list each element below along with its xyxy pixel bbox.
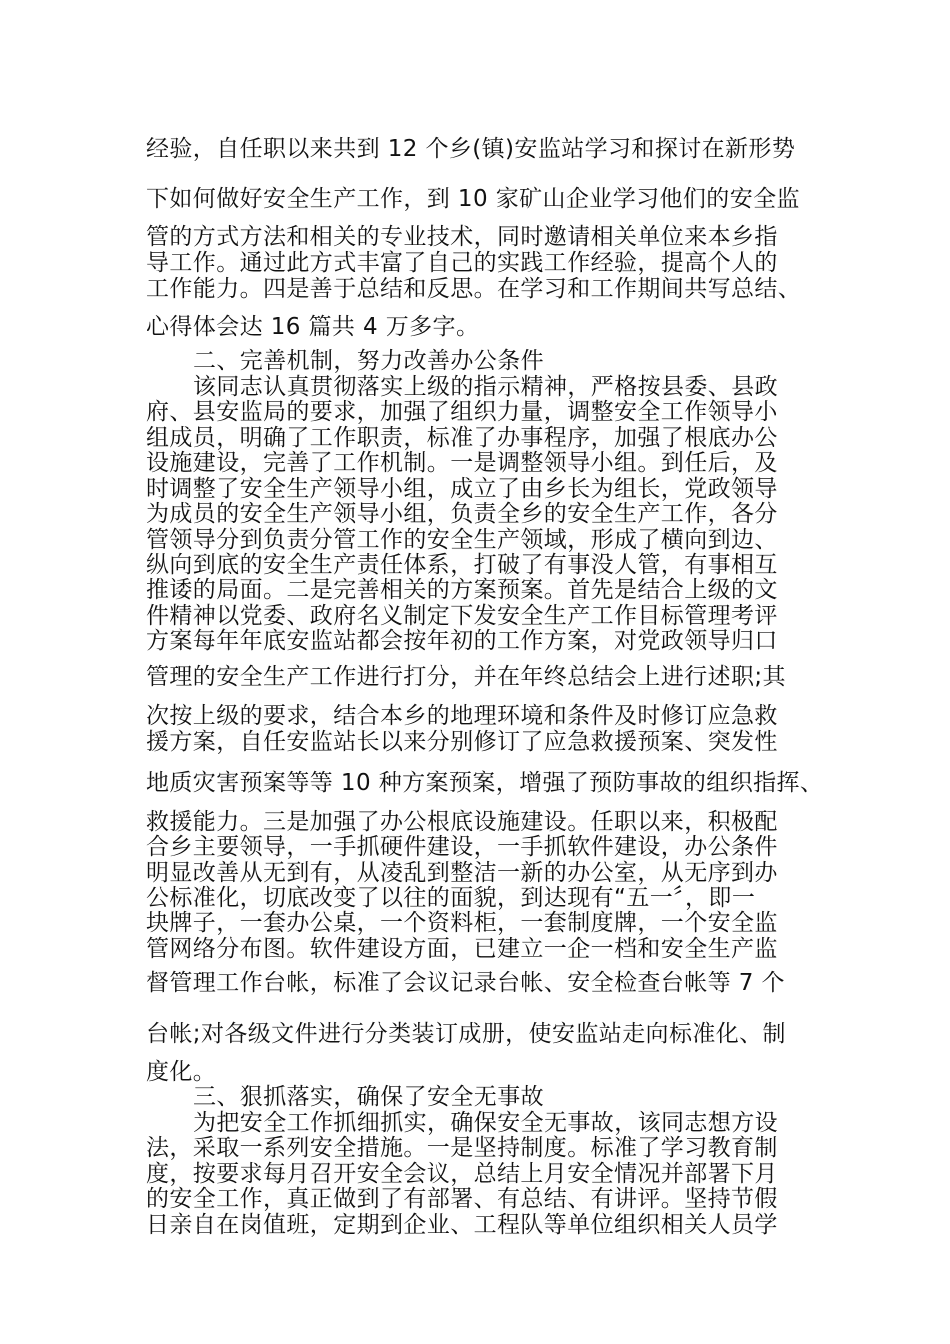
text-line: 块牌子，一套办公桌，一个资料柜，一套制度牌，一个安全监 xyxy=(146,910,778,936)
text-line: 合乡主要领导，一手抓硬件建设，一手抓软件建设，办公条件 xyxy=(146,834,778,860)
text-line: 工作能力。四是善于总结和反思。在学习和工作期间共写总结、 xyxy=(146,276,802,302)
text-line: 度化。 xyxy=(146,1059,217,1085)
text-line: 的安全工作，真正做到了有部署、有总结、有讲评。坚持节假 xyxy=(146,1186,778,1212)
text-line: 法，采取一系列安全措施。一是坚持制度。标准了学习教育制 xyxy=(146,1135,778,1161)
text-line: 导工作。通过此方式丰富了自己的实践工作经验，提高个人的 xyxy=(146,250,778,276)
paragraph-start: 该同志认真贯彻落实上级的指示精神，严格按县委、县政 xyxy=(193,374,778,400)
text-line: 时调整了安全生产领导小组，成立了由乡长为组长，党政领导 xyxy=(146,476,778,502)
text-line: 救援能力。三是加强了办公根底设施建设。任职以来，积极配 xyxy=(146,809,778,835)
text-line: 为成员的安全生产领导小组，负责全乡的安全生产工作，各分 xyxy=(146,501,778,527)
text-line: 方案每年年底安监站都会按年初的工作方案，对党政领导归口 xyxy=(146,628,778,654)
text-line: 管领导分到负责分管工作的安全生产领域，形成了横向到边、 xyxy=(146,527,778,553)
text-line: 心得体会达 16 篇共 4 万多字。 xyxy=(146,314,480,340)
text-line: 度，按要求每月召开安全会议，总结上月安全情况并部署下月 xyxy=(146,1161,778,1187)
paragraph-start: 为把安全工作抓细抓实，确保安全无事故，该同志想方设 xyxy=(193,1110,778,1136)
text-line: 纵向到底的安全生产责任体系，打破了有事没人管，有事相互 xyxy=(146,552,778,578)
text-line: 台帐;对各级文件进行分类装订成册，使安监站走向标准化、制 xyxy=(146,1021,786,1047)
text-line: 管网络分布图。软件建设方面，已建立一企一档和安全生产监 xyxy=(146,936,778,962)
text-line: 督管理工作台帐，标准了会议记录台帐、安全检查台帐等 7 个 xyxy=(146,970,785,996)
text-line: 管理的安全生产工作进行打分，并在年终总结会上进行述职;其 xyxy=(146,664,786,690)
text-line: 下如何做好安全生产工作，到 10 家矿山企业学习他们的安全监 xyxy=(146,186,800,212)
section-heading: 三、狠抓落实，确保了安全无事故 xyxy=(193,1084,544,1110)
text-line: 地质灾害预案等等 10 种方案预案，增强了预防事故的组织指挥、 xyxy=(146,770,824,796)
text-line: 经验，自任职以来共到 12 个乡(镇)安监站学习和探讨在新形势 xyxy=(146,136,796,162)
text-line: 日亲自在岗值班，定期到企业、工程队等单位组织相关人员学 xyxy=(146,1212,778,1238)
text-line: 管的方式方法和相关的专业技术，同时邀请相关单位来本乡指 xyxy=(146,224,778,250)
text-line: 援方案，自任安监站长以来分别修订了应急救援预案、突发性 xyxy=(146,729,778,755)
text-line: 设施建设，完善了工作机制。一是调整领导小组。到任后，及 xyxy=(146,450,778,476)
text-line: 府、县安监局的要求，加强了组织力量，调整安全工作领导小 xyxy=(146,399,778,425)
text-line: 次按上级的要求，结合本乡的地理环境和条件及时修订应急救 xyxy=(146,703,778,729)
text-line: 组成员，明确了工作职责，标准了办事程序，加强了根底办公 xyxy=(146,425,778,451)
text-line: 公标准化，切底改变了以往的面貌，到达现有“五一〞，即一 xyxy=(146,885,756,911)
text-line: 件精神以党委、政府名义制定下发安全生产工作目标管理考评 xyxy=(146,603,778,629)
section-heading: 二、完善机制，努力改善办公条件 xyxy=(193,348,544,374)
text-line: 推诿的局面。二是完善相关的方案预案。首先是结合上级的文 xyxy=(146,577,778,603)
text-line: 明显改善从无到有，从凌乱到整洁一新的办公室，从无序到办 xyxy=(146,860,778,886)
